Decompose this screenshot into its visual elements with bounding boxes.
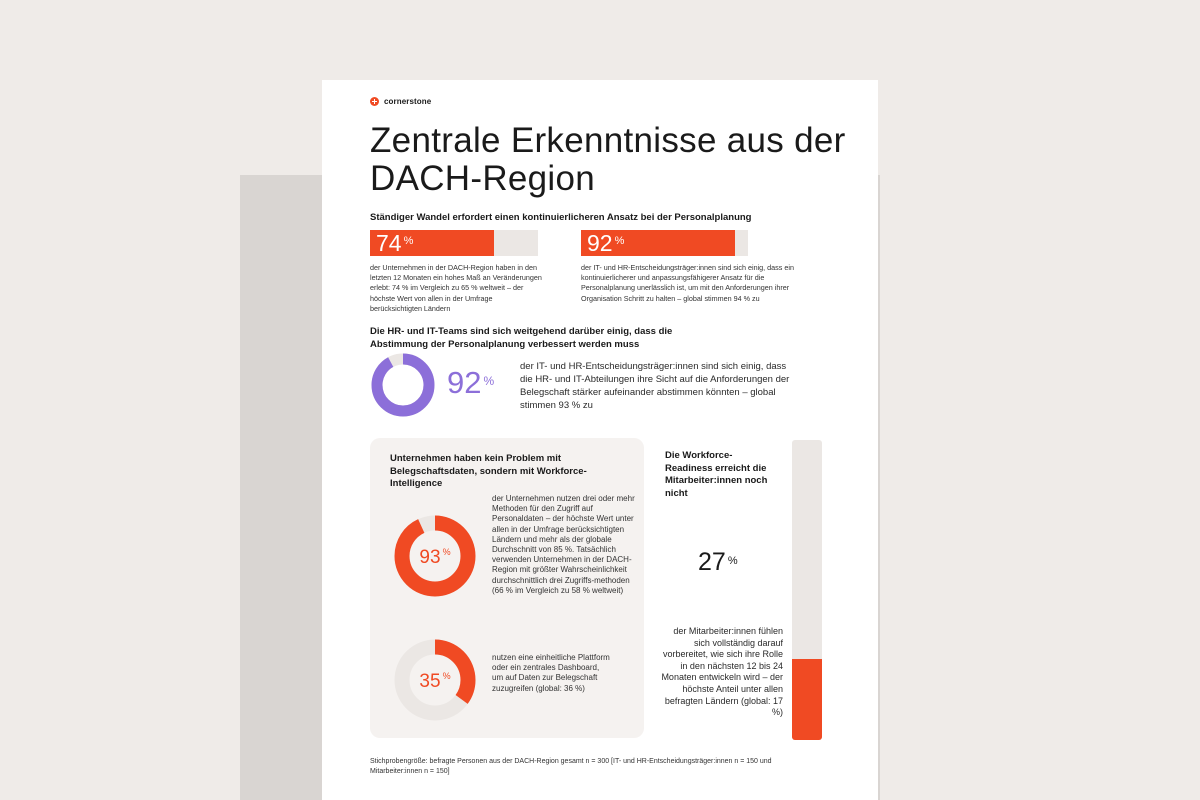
vertical-bar-27	[792, 440, 822, 740]
donut-chart-93	[393, 514, 477, 598]
donut-93-value: 93 %	[419, 547, 451, 568]
card-heading: Unternehmen haben kein Problem mit Belegschaftsdaten, sondern mit Workforce-Intelligence	[390, 453, 587, 489]
vertical-bar-27-fill	[792, 659, 822, 740]
stat-92-purple-description: der IT- und HR-Entscheidungsträger:innen sind sich einig, dass die HR- und IT-Abteilungen ihre Sicht auf die Anforderungen der Belegschaft stärker aufeinander abstimmen könnten – global stimmen 93 % zu	[520, 361, 790, 411]
donut-chart-92-purple	[370, 352, 436, 418]
donut-arc	[377, 359, 429, 411]
stat-bar-92-value: 92 %	[587, 230, 625, 256]
cornerstone-logo-icon	[370, 97, 379, 106]
stat-bar-92	[581, 230, 748, 256]
donut-chart-35	[393, 638, 477, 722]
brand-logo	[370, 97, 431, 106]
stat-bar-74	[370, 230, 538, 256]
stat-74-description: der Unternehmen in der DACH-Region haben in den letzten 12 Monaten ein hohes Maß an Veränderungen erlebt: 74 % im Vergleich zu 65 % weltweit – der höchste Wert von allen in der Umfrage berücksichtigten Ländern	[370, 263, 542, 313]
sample-size-footnote: Stichprobengröße: befragte Personen aus der DACH-Region gesamt n = 300 [IT- und HR-Entscheidungsträger:innen n = 150 und Mitarbeiter:innen n = 150]	[370, 758, 772, 775]
side-stat-27-value: 27 %	[698, 548, 738, 576]
side-heading: Die Workforce-Readiness erreicht die Mitarbeiter:innen noch nicht	[665, 450, 768, 499]
stat-92-purple-value: 92 %	[447, 365, 495, 400]
page-title: Zentrale Erkenntnisse aus der DACH-Region	[370, 121, 846, 198]
donut-35-value: 35 %	[419, 671, 451, 692]
brand-name: cornerstone	[384, 97, 432, 106]
section2-heading: Die HR- und IT-Teams sind sich weitgehend darüber einig, dass die Abstimmung der Personalplanung verbessert werden muss	[370, 326, 673, 350]
stat-bar-74-value: 74 %	[376, 230, 414, 256]
section1-heading: Ständiger Wandel erfordert einen kontinuierlicheren Ansatz bei der Personalplanung	[370, 212, 752, 223]
stat-92-description: der IT- und HR-Entscheidungsträger:innen sind sich einig, dass ein kontinuierlicherer und anpassungsfähigerer Ansatz für die Personalplanung unerlässlich ist, um mit den Anforderungen ihrer Organisation Schritt zu halten – global stimmen 94 % zu	[581, 263, 794, 303]
side-stat-27-description: der Mitarbeiter:innen fühlen sich vollständig darauf vorbereitet, wie sich ihre Rolle in den nächsten 12 bis 24 Monaten entwickeln wird – der höchste Anteil unter allen befragten Ländern (global: 17 %)	[661, 626, 783, 718]
stat-35-description: nutzen eine einheitliche Plattform oder ein zentrales Dashboard, um auf Daten zur Belegschaft zuzugreifen (global: 36 %)	[492, 653, 610, 693]
document-page	[322, 80, 878, 800]
stat-93-description: der Unternehmen nutzen drei oder mehr Methoden für den Zugriff auf Personaldaten – der höchste Wert unter allen in der Umfrage berücksichtigten Ländern und mehr als der globale Durchschnitt von 85 %. Tatsächlich verwenden Unternehmen in der DACH-Region mit größter Wahrscheinlichkeit durchschnittlich drei Zugriffs-methoden (66 % im Vergleich zu 58 % weltweit)	[492, 494, 635, 595]
workforce-intelligence-card	[370, 438, 644, 738]
